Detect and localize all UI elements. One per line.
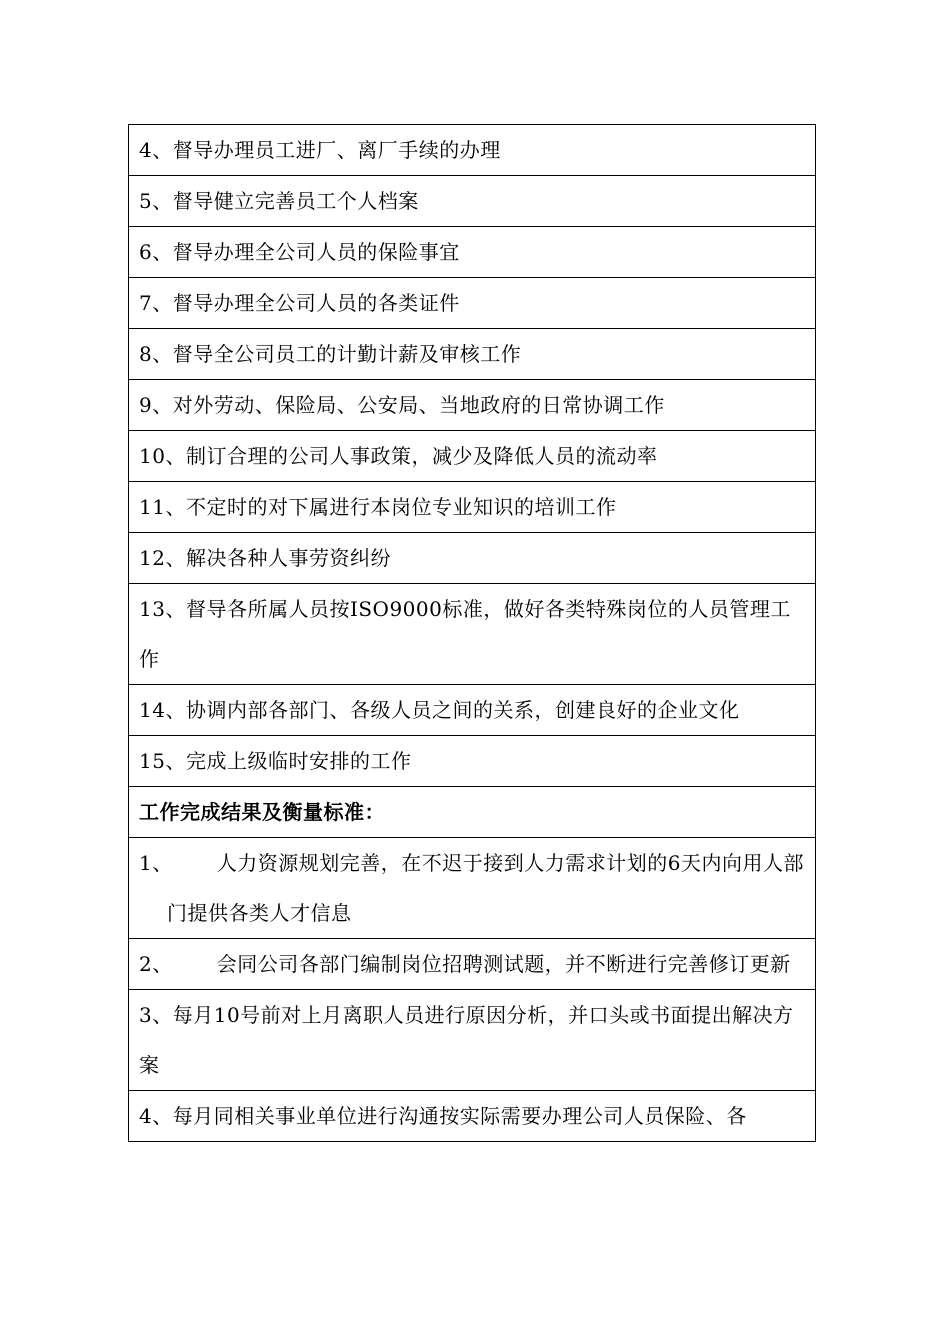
duty-item: 13、督导各所属人员按ISO9000标准，做好各类特殊岗位的人员管理工作 <box>129 584 816 685</box>
duty-item: 7、督导办理全公司人员的各类证件 <box>129 278 816 329</box>
table-row <box>129 176 816 227</box>
result-item <box>129 939 816 990</box>
table-row <box>129 990 816 1091</box>
table-row <box>129 431 816 482</box>
duty-item: 10、制订合理的公司人事政策，减少及降低人员的流动率 <box>129 431 816 482</box>
table-row <box>129 533 816 584</box>
table-row <box>129 380 816 431</box>
table-row <box>129 685 816 736</box>
table-row <box>129 278 816 329</box>
table-row <box>129 939 816 990</box>
table-row <box>129 838 816 939</box>
duty-item: 8、督导全公司员工的计勤计薪及审核工作 <box>129 329 816 380</box>
table-row <box>129 125 816 176</box>
result-item <box>129 838 816 939</box>
result-item: 4、每月同相关事业单位进行沟通按实际需要办理公司人员保险、各 <box>129 1091 816 1142</box>
result-item-text: 人力资源规划完善，在不迟于接到人力需求计划的6天内向用人部门提供各类人才信息 <box>167 851 804 925</box>
result-item-number: 1、 <box>139 851 173 875</box>
duty-item: 11、不定时的对下属进行本岗位专业知识的培训工作 <box>129 482 816 533</box>
table-row <box>129 329 816 380</box>
result-item-content <box>139 838 805 938</box>
table-row <box>129 584 816 685</box>
table-row <box>129 482 816 533</box>
table-row <box>129 787 816 838</box>
result-item-text: 会同公司各部门编制岗位招聘测试题，并不断进行完善修订更新 <box>216 952 791 976</box>
table-row <box>129 736 816 787</box>
duty-item: 14、协调内部各部门、各级人员之间的关系，创建良好的企业文化 <box>129 685 816 736</box>
table-row <box>129 227 816 278</box>
duty-item: 5、督导健立完善员工个人档案 <box>129 176 816 227</box>
result-item: 3、每月10号前对上月离职人员进行原因分析，并口头或书面提出解决方案 <box>129 990 816 1091</box>
duty-item: 6、督导办理全公司人员的保险事宜 <box>129 227 816 278</box>
duty-item: 15、完成上级临时安排的工作 <box>129 736 816 787</box>
duty-item: 12、解决各种人事劳资纠纷 <box>129 533 816 584</box>
duty-item: 4、督导办理员工进厂、离厂手续的办理 <box>129 125 816 176</box>
result-item-number: 2、 <box>139 952 173 976</box>
section-header: 工作完成结果及衡量标准： <box>129 787 816 838</box>
result-item-content <box>139 939 805 989</box>
duties-table <box>128 124 816 1142</box>
duty-item: 9、对外劳动、保险局、公安局、当地政府的日常协调工作 <box>129 380 816 431</box>
table-row <box>129 1091 816 1142</box>
